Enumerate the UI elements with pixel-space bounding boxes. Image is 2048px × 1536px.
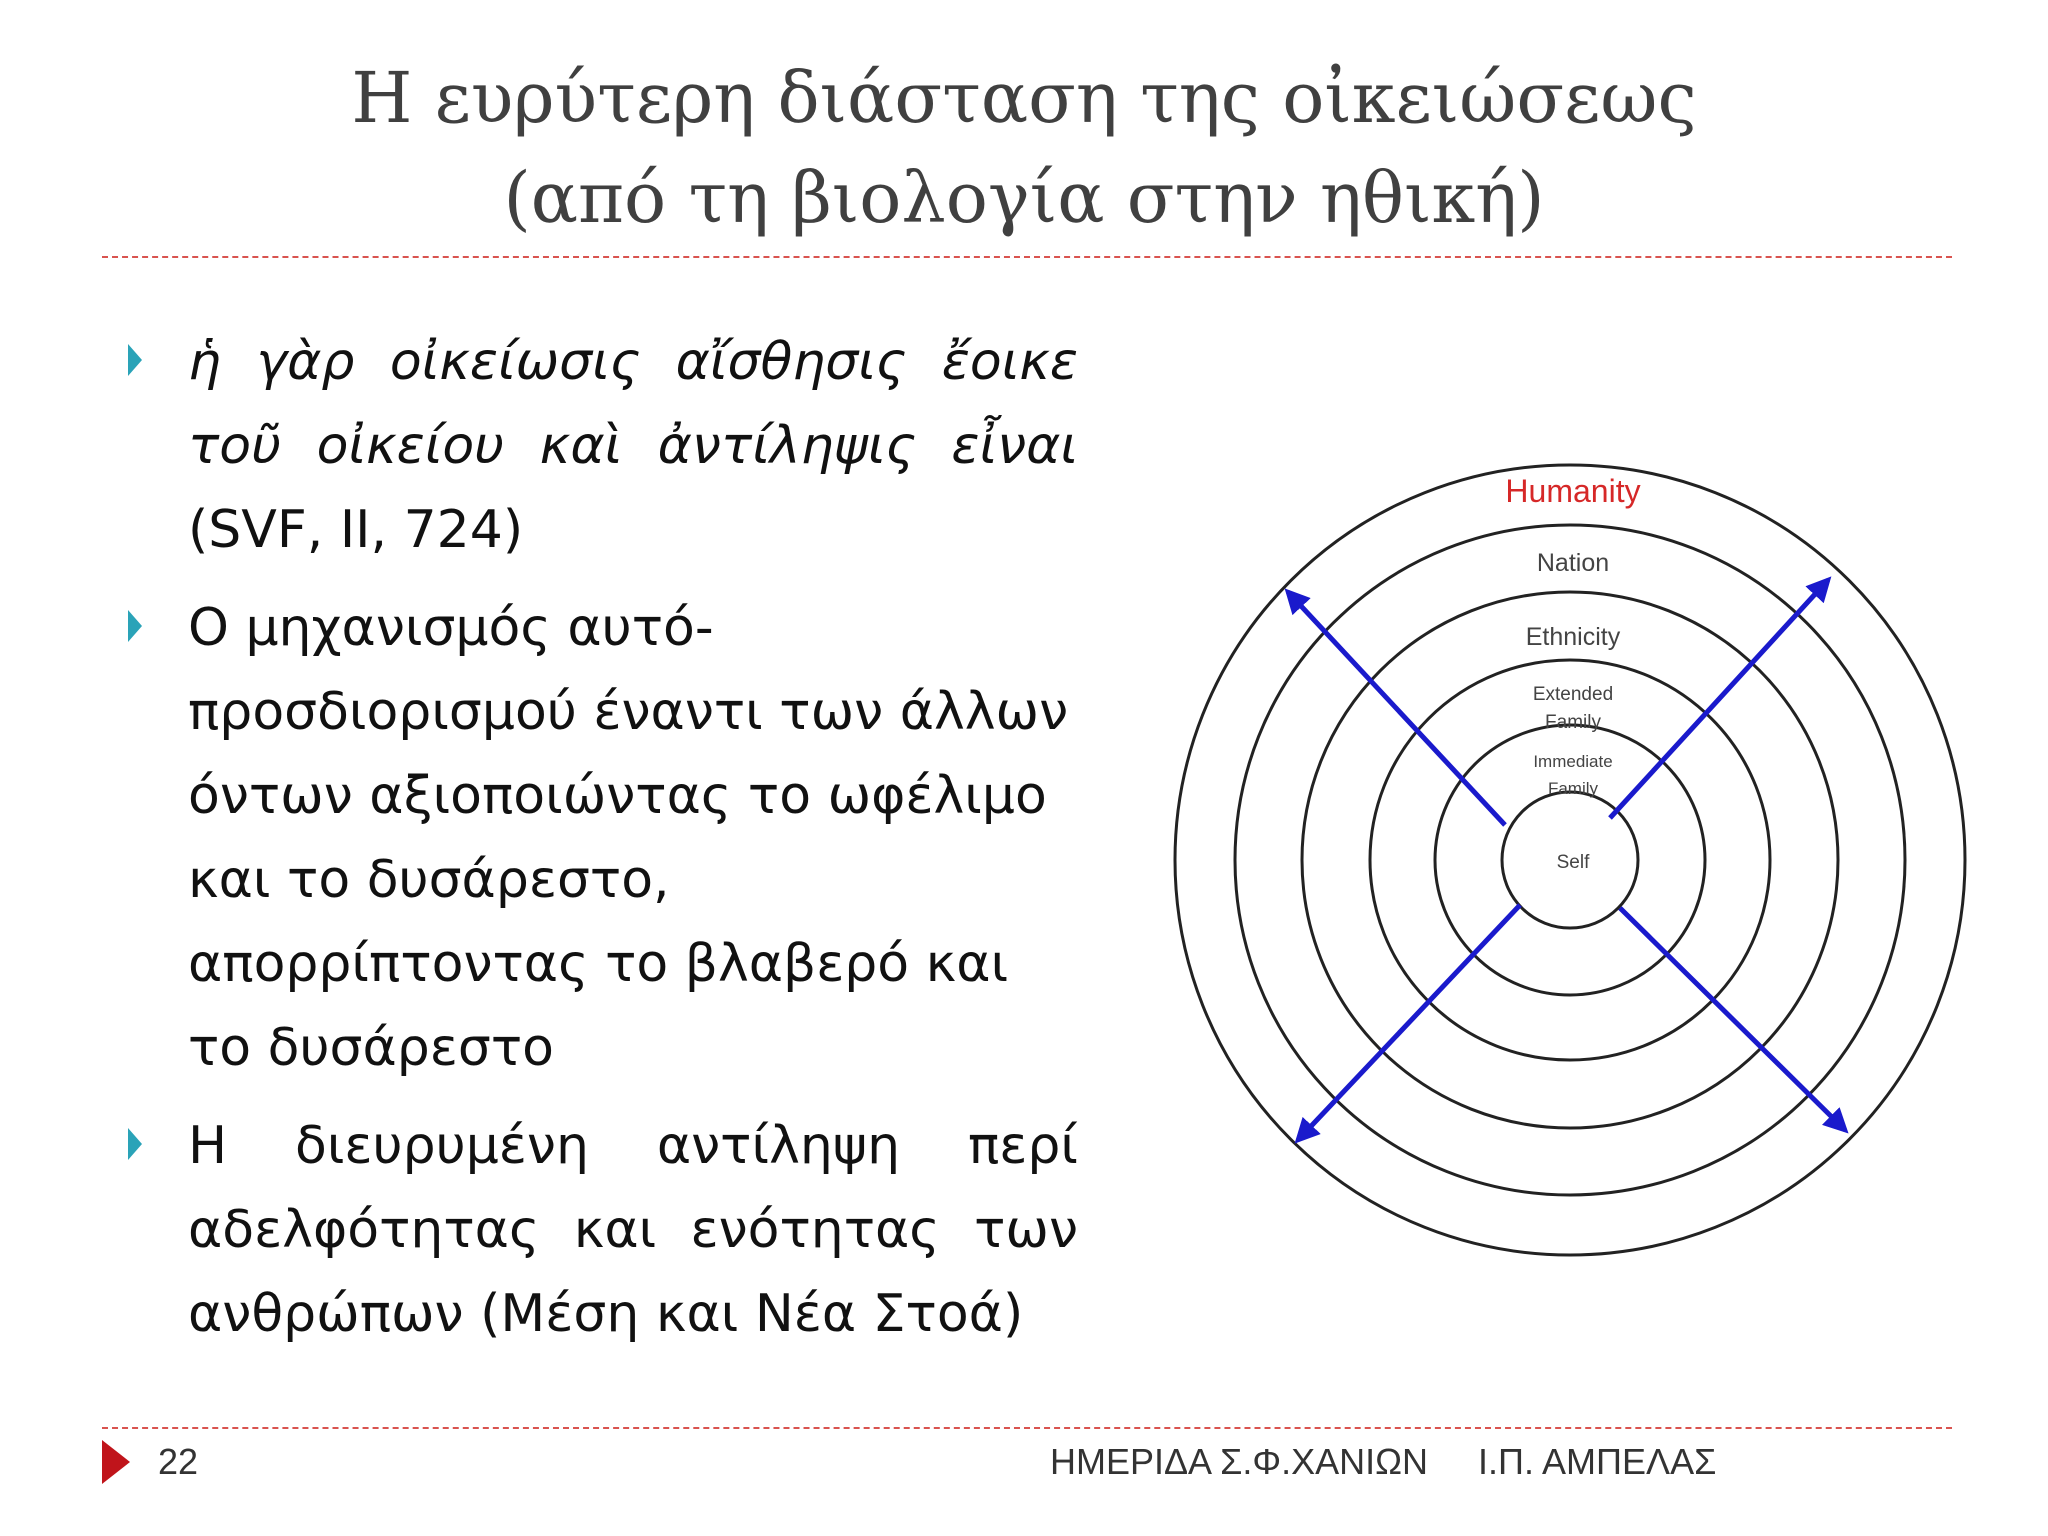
bullet-item — [118, 1104, 1078, 1356]
bullet-text: Ο μηχανισμός αυτό-προσδιορισμού έναντι των άλλων όντων αξιοποιώντας το ωφέλιμο και το δυσάρεστο, απορρίπτοντας το βλαβερό και το δυσάρεστο — [188, 598, 1069, 1078]
slide-title — [0, 48, 2048, 248]
label-self: Self — [1556, 852, 1590, 873]
footer-author: Ι.Π. ΑΜΠΕΛΑΣ — [1478, 1441, 1717, 1482]
bullet-list — [118, 320, 1078, 1370]
label-extended: Extended — [1532, 684, 1614, 705]
footer-triangle-icon — [102, 1440, 130, 1484]
label-immediate: Immediate — [1533, 752, 1613, 771]
title-line-1: Η ευρύτερη διάσταση της οἰκειώσεως — [351, 57, 1697, 139]
title-line-2: (από τη βιολογία στην ηθική) — [503, 157, 1545, 239]
label-nation: Nation — [1536, 549, 1610, 577]
label-immediate-family: Family — [1547, 779, 1599, 798]
footer-event: ΗΜΕΡΙΔΑ Σ.Φ.ΧΑΝΙΩΝ — [1050, 1441, 1428, 1482]
greek-quote: ἡ γὰρ οἰκείωσις αἴσθησις ἔοικε τοῦ οἰκείου καὶ ἀντίληψις εἶναι — [188, 332, 1078, 476]
page-number: 22 — [158, 1441, 199, 1482]
label-extended-family: Family — [1545, 712, 1601, 733]
arrow-down-left — [1298, 905, 1520, 1140]
arrow-down-right — [1620, 908, 1845, 1130]
bullet-text — [188, 320, 1078, 572]
bullet-arrow-icon — [128, 610, 142, 642]
quote-reference: (SVF, II, 724) — [188, 500, 524, 560]
arrow-up-left — [1288, 592, 1505, 825]
concentric-circles-diagram — [1160, 440, 1980, 1270]
bullet-item — [118, 320, 1078, 572]
bullet-text: Η διευρυμένη αντίληψη περί αδελφότητας και ενότητας των ανθρώπων (Μέση και Νέα Στοά) — [188, 1116, 1078, 1344]
label-ethnicity: Ethnicity — [1525, 623, 1621, 651]
bullet-arrow-icon — [128, 1128, 142, 1160]
label-humanity: Humanity — [1505, 473, 1641, 509]
bullet-arrow-icon — [128, 344, 142, 376]
arrow-up-right — [1610, 580, 1828, 818]
footer-info — [1050, 1441, 1716, 1483]
footer-divider — [102, 1427, 1952, 1429]
bullet-item — [118, 586, 1078, 1090]
title-divider — [102, 256, 1952, 258]
